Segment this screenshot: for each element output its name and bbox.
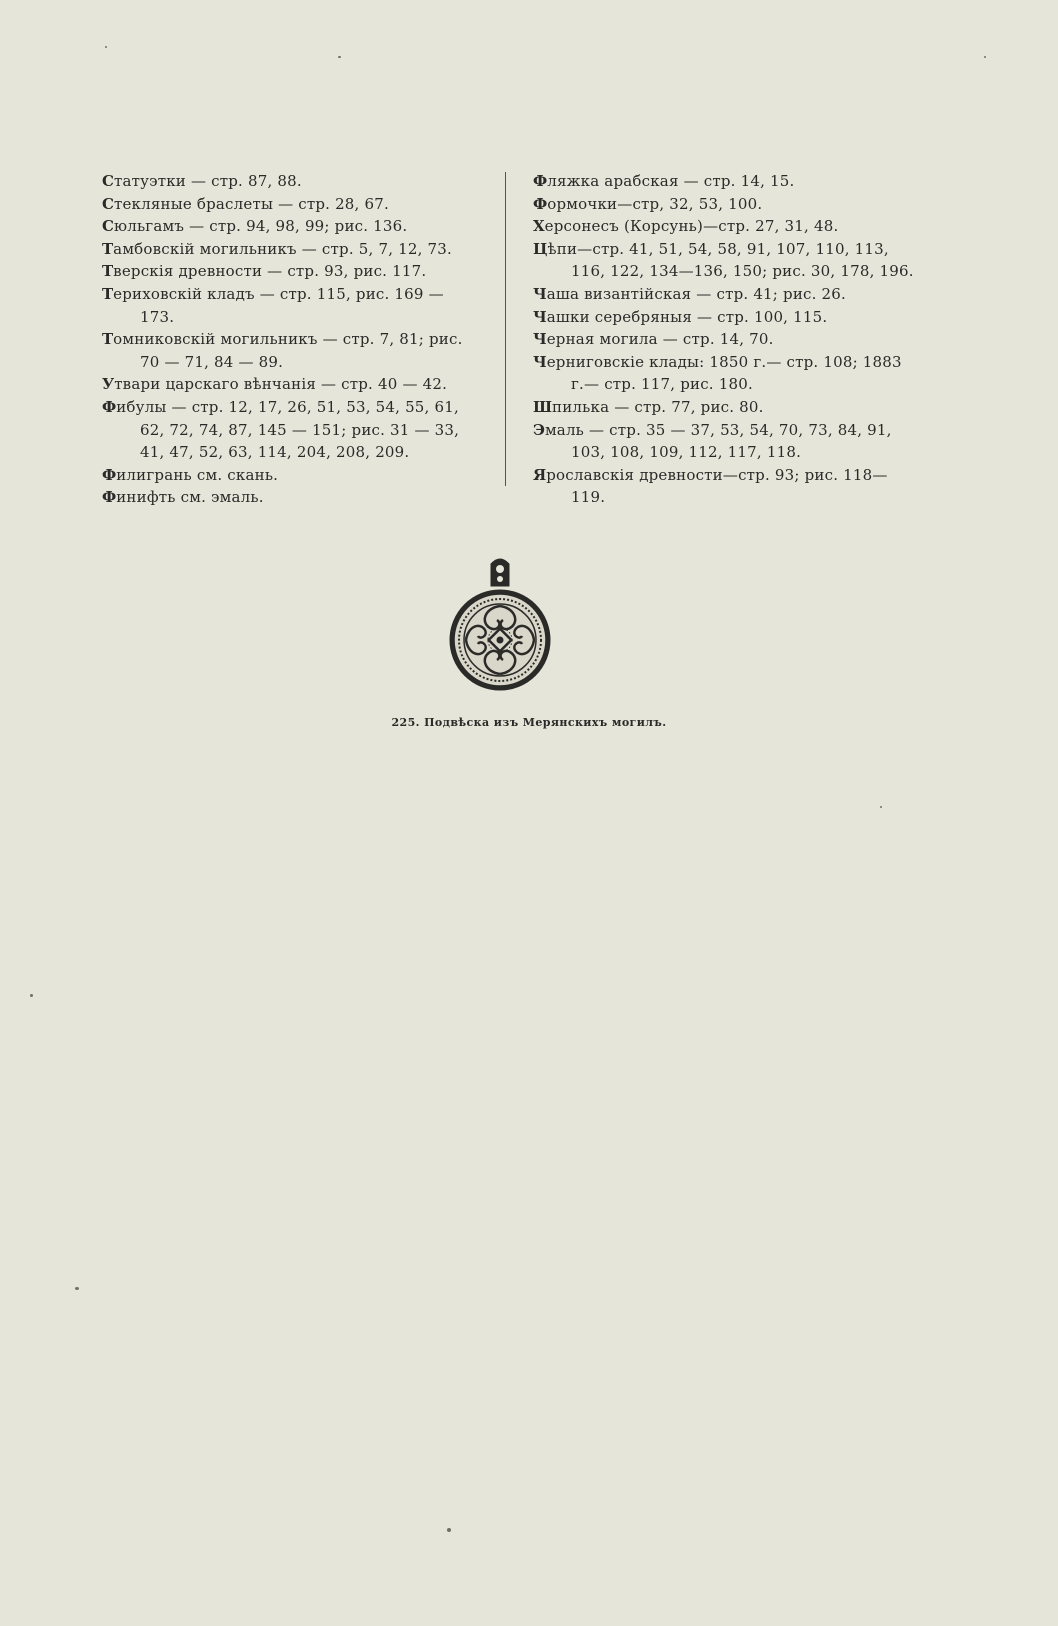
paper-speck <box>447 1528 451 1532</box>
index-entry <box>533 396 918 419</box>
paper-speck <box>880 806 882 808</box>
index-entry <box>533 419 918 464</box>
entry-text: ерная могила — стр. 14, 70. <box>546 330 774 349</box>
entry-initial: Ф <box>533 172 548 190</box>
entry-text: пилька — стр. 77, рис. 80. <box>552 397 764 416</box>
entry-text: илигрань см. скань. <box>116 465 279 484</box>
index-column-right <box>533 170 918 509</box>
entry-text: ѣпи—стр. 41, 51, 54, 58, 91, 107, 110, 113, 116, 122, 134—136, 150; рис. 30, 178, 196. <box>547 239 914 281</box>
entry-initial: Х <box>533 217 545 236</box>
entry-initial: Т <box>102 262 114 281</box>
index-entry <box>102 260 464 283</box>
index-entry <box>102 464 464 487</box>
entry-initial: С <box>102 194 114 213</box>
entry-initial: Ч <box>533 284 547 303</box>
figure-caption: 225. Подвѣска изъ Мерянскихъ могилъ. <box>391 716 667 729</box>
entry-text: рославскія древности—стр. 93; рис. 118—119. <box>546 465 888 507</box>
entry-initial: Ф <box>102 488 117 507</box>
index-entry <box>533 238 918 283</box>
column-divider <box>505 172 506 486</box>
entry-initial: С <box>102 217 114 236</box>
index-entry <box>533 193 918 216</box>
entry-text: ибулы — стр. 12, 17, 26, 51, 53, 54, 55, 61, 62, 72, 74, 87, 145 — 151; рис. 31 — 33, 41, 47, 52, 63, 114, 204, 208, 209. <box>116 397 460 462</box>
entry-initial: Ч <box>533 307 547 326</box>
entry-text: маль — стр. 35 — 37, 53, 54, 70, 73, 84, 91, 103, 108, 109, 112, 117, 118. <box>544 420 892 462</box>
index-entry <box>533 170 918 193</box>
index-entry <box>102 215 464 238</box>
entry-text: ерсонесъ (Корсунь)—стр. 27, 31, 48. <box>544 217 839 236</box>
index-column-left <box>102 170 464 509</box>
index-entry <box>533 306 918 329</box>
entry-text: твари царскаго вѣнчанія — стр. 40 — 42. <box>114 375 448 394</box>
entry-initial: Ч <box>533 352 547 371</box>
index-entry <box>102 373 464 396</box>
entry-initial: Ц <box>533 239 548 258</box>
index-entry <box>102 328 464 373</box>
entry-initial: Ф <box>102 465 117 484</box>
index-entry <box>102 238 464 261</box>
index-entry <box>533 328 918 351</box>
index-entry <box>102 170 464 193</box>
entry-initial: Ф <box>533 194 548 213</box>
entry-text: татуэтки — стр. 87, 88. <box>113 172 302 190</box>
entry-initial: Я <box>533 465 547 484</box>
entry-text: ериховскій кладъ — стр. 115, рис. 169 — 173. <box>113 284 444 326</box>
entry-text: ормочки—стр, 32, 53, 100. <box>547 194 763 213</box>
entry-initial: У <box>102 375 115 394</box>
entry-text: ляжка арабская — стр. 14, 15. <box>547 172 795 190</box>
entry-text: омниковскій могильникъ — стр. 7, 81; рис. 70 — 71, 84 — 89. <box>113 330 463 371</box>
index-entry <box>102 283 464 328</box>
paper-speck <box>105 46 107 48</box>
entry-text: верскія древности — стр. 93, рис. 117. <box>113 262 427 281</box>
entry-initial: Т <box>102 284 114 303</box>
index-entry <box>533 215 918 238</box>
entry-text: инифть см. эмаль. <box>116 488 264 507</box>
index-entry <box>102 193 464 216</box>
entry-initial: Ф <box>102 397 117 416</box>
paper-speck <box>984 56 986 58</box>
index-entry <box>102 396 464 464</box>
index-entry <box>102 486 464 509</box>
entry-text: юльгамъ — стр. 94, 98, 99; рис. 136. <box>113 217 408 236</box>
entry-initial: Э <box>533 420 545 439</box>
paper-speck <box>75 1287 79 1290</box>
paper-speck <box>338 56 341 58</box>
entry-initial: Т <box>102 330 114 349</box>
entry-initial: Ч <box>533 330 547 349</box>
index-entry <box>533 351 918 396</box>
entry-text: ашки серебряныя — стр. 100, 115. <box>546 307 828 326</box>
index-entry <box>533 464 918 509</box>
pendant-ornament-icon <box>445 556 555 702</box>
entry-text: ерниговскіе клады: 1850 г.— стр. 108; 1883 г.— стр. 117, рис. 180. <box>546 352 902 394</box>
entry-initial: Т <box>102 239 114 258</box>
entry-initial: С <box>102 172 114 190</box>
entry-text: текляные браслеты — стр. 28, 67. <box>113 194 389 213</box>
paper-speck <box>30 994 33 997</box>
entry-initial: Ш <box>533 397 553 416</box>
entry-text: аша византійская — стр. 41; рис. 26. <box>546 284 847 303</box>
index-entry <box>533 283 918 306</box>
entry-text: амбовскій могильникъ — стр. 5, 7, 12, 73. <box>113 239 453 258</box>
